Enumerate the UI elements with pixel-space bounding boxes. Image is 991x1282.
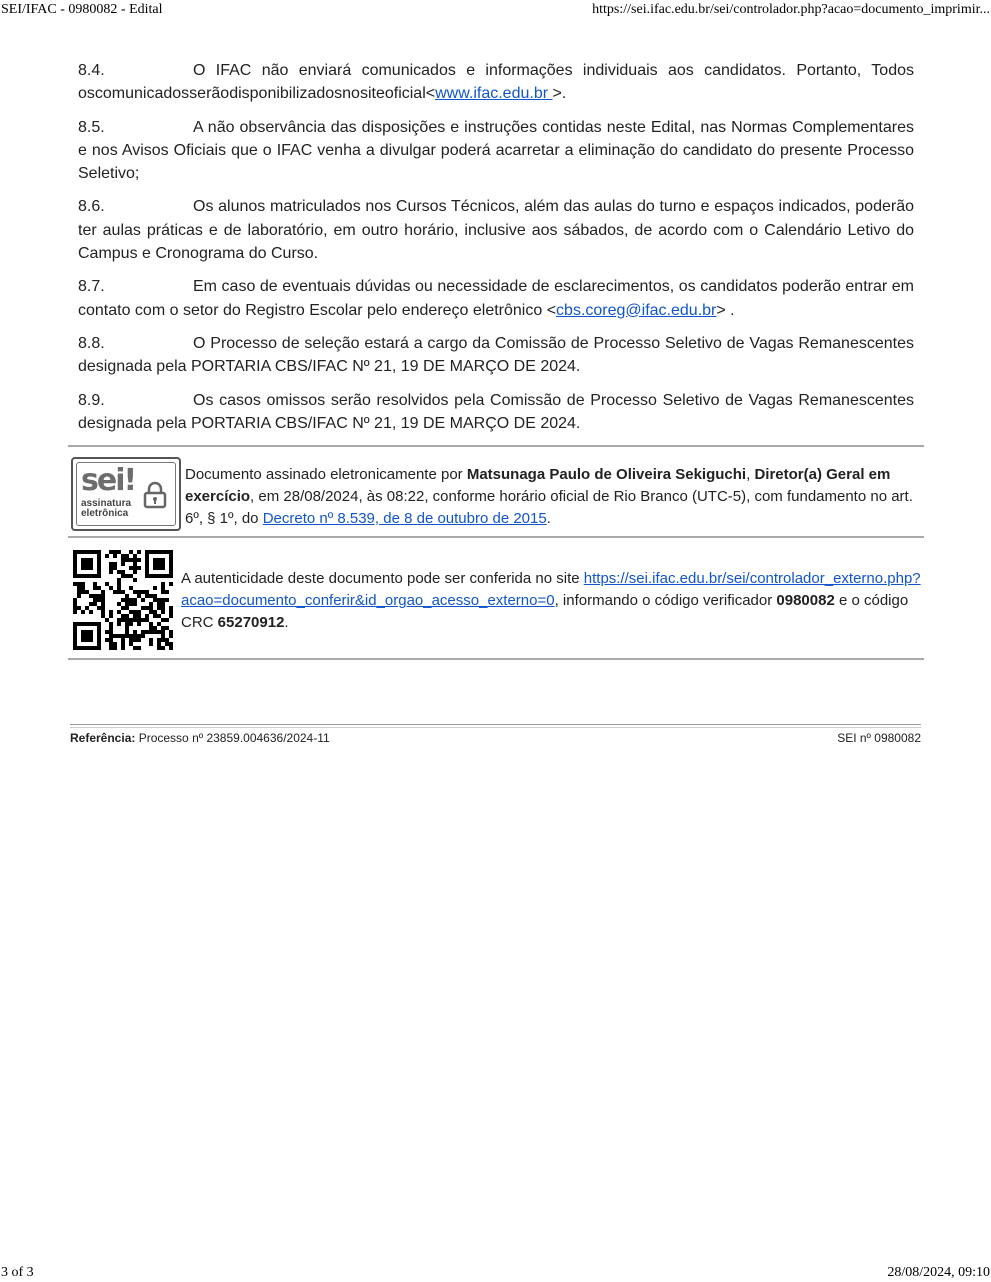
document-title: SEI/IFAC - 0980082 - Edital bbox=[1, 2, 163, 17]
signer-name: Matsunaga Paulo de Oliveira Sekiguchi bbox=[466, 466, 747, 483]
lock-icon bbox=[143, 481, 167, 509]
signature-end: . bbox=[546, 510, 551, 527]
authenticity-middle: , informando o código verificador bbox=[554, 592, 777, 609]
ifac-site-link[interactable]: www.ifac.edu.br bbox=[435, 85, 553, 103]
paragraph-text-end: >. bbox=[552, 85, 567, 103]
paragraph-text: Em caso de eventuais dúvidas ou necessidade de esclarecimentos, os candidatos poderão entrar em contato com o setor do Registro Escolar pelo endereço eletrônico < bbox=[78, 278, 914, 319]
authenticity-block bbox=[68, 536, 924, 660]
paragraph-number: 8.6. bbox=[78, 198, 105, 216]
crc-label: e o código CRC bbox=[181, 592, 909, 631]
crc-code: 65270912 bbox=[217, 614, 285, 631]
sei-logo-text: sei! bbox=[81, 463, 136, 498]
sei-logo-subtitle bbox=[81, 499, 131, 519]
sei-number: SEI nº 0980082 bbox=[837, 731, 921, 745]
document-url: https://sei.ifac.edu.br/sei/controlador.php?acao=documento_imprimir... bbox=[592, 2, 990, 17]
authenticity-end: . bbox=[284, 614, 289, 631]
document-body bbox=[78, 59, 914, 445]
sei-logo-sub2: eletrônica bbox=[81, 508, 129, 519]
paragraph-8-5 bbox=[78, 116, 914, 186]
paragraph-number: 8.8. bbox=[78, 334, 105, 352]
paragraph-8-4 bbox=[78, 59, 914, 106]
decree-link[interactable]: Decreto nº 8.539, de 8 de outubro de 2015 bbox=[262, 510, 547, 527]
paragraph-number: 8.5. bbox=[78, 118, 105, 136]
signature-details: , em 28/08/2024, às 08:22, conforme horário oficial de Rio Branco (UTC-5), com fundamento no art. 6º, § 1º, do bbox=[185, 488, 913, 527]
paragraph-text: O Processo de seleção estará a cargo da Comissão de Processo Seletivo de Vagas Remanescentes designada pela PORTARIA CBS/IFAC Nº 21, 19 DE MARÇO DE 2024. bbox=[78, 334, 914, 376]
paragraph-text: A não observância das disposições e instruções contidas neste Edital, nas Normas Complementares e nos Avisos Oficiais que o IFAC venha a divulgar poderá acarretar a eliminação do candidato do presente Processo Seletivo; bbox=[78, 118, 914, 183]
verifier-code: 0980082 bbox=[776, 592, 835, 609]
paragraph-text: Os casos omissos serão resolvidos pela Comissão de Processo Seletivo de Vagas Remanescentes designada pela PORTARIA CBS/IFAC Nº 21, 19 DE MARÇO DE 2024. bbox=[78, 391, 914, 432]
signature-prefix: Documento assinado eletronicamente por bbox=[185, 466, 467, 483]
verification-link[interactable]: https://sei.ifac.edu.br/sei/controlador_externo.php?acao=documento_conferir&id_orgao_acesso_externo=0 bbox=[181, 570, 921, 609]
paragraph-text: O IFAC não enviará comunicados e informações individuais aos candidatos. Portanto, Todos oscomunicadosserãodisponibilizadosnositeoficial< bbox=[78, 62, 914, 103]
authenticity-prefix: A autenticidade deste documento pode ser conferida no site bbox=[181, 570, 584, 587]
paragraph-number: 8.9. bbox=[78, 391, 105, 409]
signature-comma: , bbox=[746, 466, 755, 483]
footer-divider bbox=[70, 724, 921, 728]
page-count: 3 of 3 bbox=[1, 1265, 34, 1280]
sei-logo-sub1: assinatura bbox=[81, 498, 132, 509]
print-datetime: 28/08/2024, 09:10 bbox=[887, 1265, 990, 1280]
paragraph-text: Os alunos matriculados nos Cursos Técnicos, além das aulas do turno e espaços indicados, poderão ter aulas práticas e de laboratório, em outro horário, inclusive aos sábados, de acordo com o Calendário Letivo do Campus e Cronograma do Curso. bbox=[78, 198, 914, 263]
paragraph-8-7 bbox=[78, 275, 914, 322]
signer-role: Diretor(a) Geral em exercício bbox=[185, 466, 891, 505]
paragraph-8-8 bbox=[78, 332, 914, 379]
email-link[interactable]: cbs.coreg@ifac.edu.br bbox=[556, 301, 717, 319]
electronic-signature-block bbox=[68, 445, 924, 537]
signature-text bbox=[185, 464, 920, 530]
paragraph-number: 8.4. bbox=[78, 62, 105, 79]
process-reference bbox=[70, 731, 330, 745]
paragraph-8-9 bbox=[78, 389, 914, 436]
sei-signature-logo bbox=[71, 457, 181, 531]
paragraph-text-end: > . bbox=[716, 301, 735, 319]
reference-label: Referência: bbox=[70, 731, 136, 745]
qr-code-icon bbox=[73, 550, 173, 650]
authenticity-text bbox=[181, 568, 921, 634]
paragraph-8-6 bbox=[78, 195, 914, 265]
reference-process: Processo nº 23859.004636/2024-11 bbox=[135, 731, 330, 745]
paragraph-number: 8.7. bbox=[78, 278, 105, 296]
